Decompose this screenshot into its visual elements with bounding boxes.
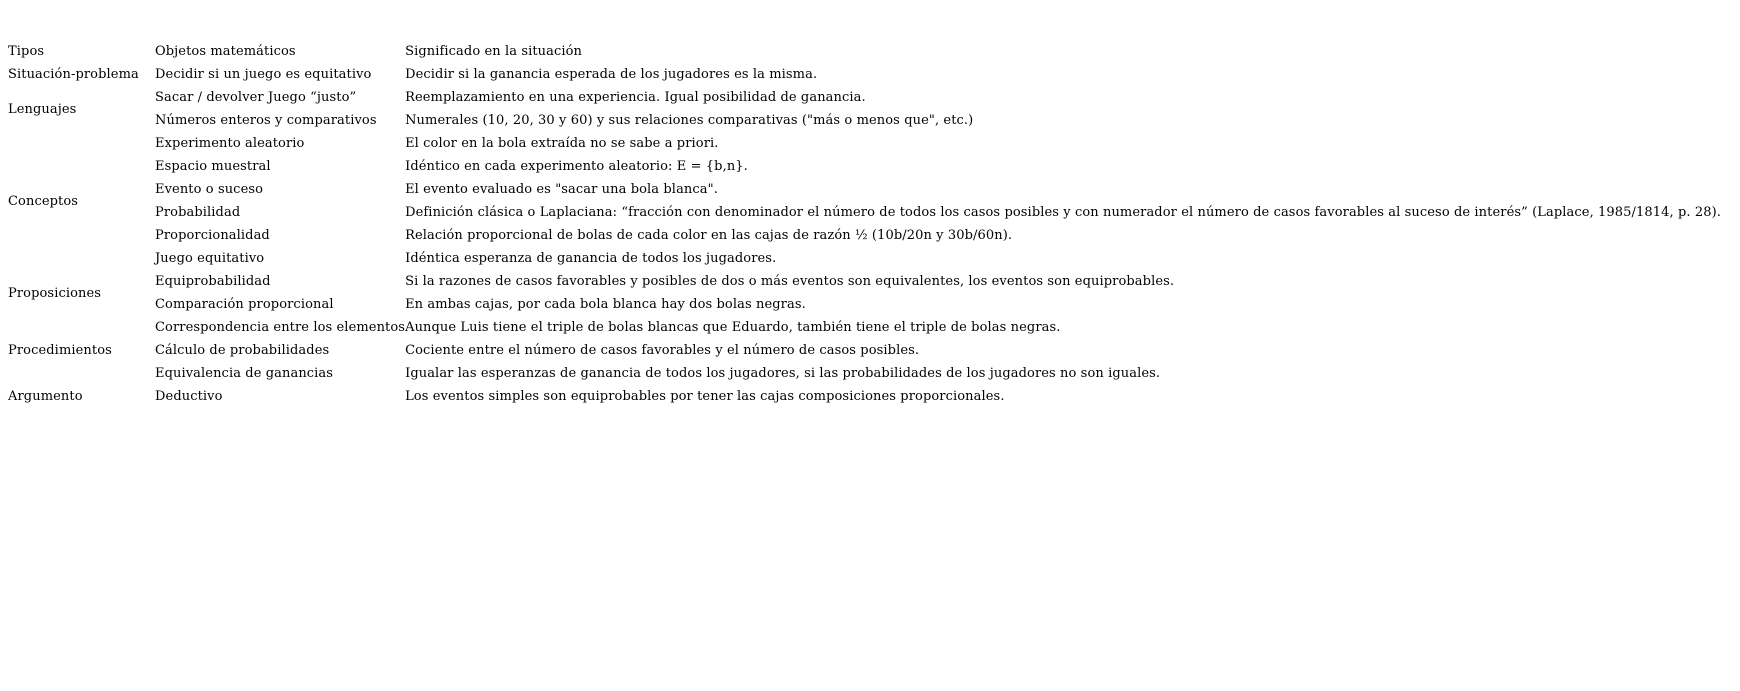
significado-cell: Igualar las esperanzas de ganancia de todos los jugadores, si las probabilidades de los jugadores no son iguales. (405, 366, 1161, 381)
significado-cell: Decidir si la ganancia esperada de los jugadores es la misma. (405, 67, 818, 82)
table-row (8, 63, 1721, 86)
objeto-matematico-cell: Experimento aleatorio (155, 136, 305, 151)
objeto-matematico-cell: Proporcionalidad (155, 228, 270, 243)
type-cell: Procedimientos (8, 343, 112, 358)
table-row (8, 247, 1721, 270)
table-row (8, 178, 1721, 201)
significado-cell: Idéntica esperanza de ganancia de todos los jugadores. (405, 251, 777, 266)
type-cell: Argumento (8, 389, 83, 404)
table-row (8, 293, 1721, 316)
objeto-matematico-cell: Números enteros y comparativos (155, 113, 377, 128)
objeto-matematico-cell: Probabilidad (155, 205, 241, 220)
table-row (8, 316, 1721, 339)
type-cell: Conceptos (8, 193, 79, 209)
table-row (8, 224, 1721, 247)
objeto-matematico-cell: Sacar / devolver Juego “justo” (155, 90, 357, 105)
column-header-tipos: Tipos (8, 44, 45, 59)
table-row (8, 86, 1721, 109)
objeto-matematico-cell: Equivalencia de ganancias (155, 366, 334, 381)
objeto-matematico-cell: Espacio muestral (155, 159, 271, 174)
significado-cell: Relación proporcional de bolas de cada color en las cajas de razón ½ (10b/20n y 30b/60n). (405, 228, 1013, 243)
table-row (8, 270, 1721, 293)
significado-cell: Aunque Luis tiene el triple de bolas blancas que Eduardo, también tiene el triple de bolas negras. (405, 320, 1061, 335)
type-cell: Situación-problema (8, 67, 139, 82)
significado-cell: El color en la bola extraída no se sabe a priori. (405, 136, 719, 151)
objeto-matematico-cell: Cálculo de probabilidades (155, 343, 330, 358)
table-row (8, 339, 1721, 362)
significado-cell: En ambas cajas, por cada bola blanca hay dos bolas negras. (405, 297, 806, 312)
significado-cell: Si la razones de casos favorables y posibles de dos o más eventos son equivalentes, los eventos son equiprobables. (405, 274, 1175, 289)
table-row (8, 109, 1721, 132)
table-header (8, 40, 1721, 63)
column-header-significado: Significado en la situación (405, 44, 583, 59)
objeto-matematico-cell: Deductivo (155, 389, 223, 404)
objeto-matematico-cell: Correspondencia entre los elementos (155, 320, 406, 335)
table-body (8, 63, 1721, 408)
objeto-matematico-cell: Evento o suceso (155, 182, 264, 197)
significado-cell: Numerales (10, 20, 30 y 60) y sus relaciones comparativas ("más o menos que", etc.) (405, 113, 974, 128)
significado-cell: El evento evaluado es "sacar una bola blanca". (405, 182, 718, 197)
table-row (8, 132, 1721, 155)
table-row (8, 155, 1721, 178)
significado-cell: Idéntico en cada experimento aleatorio: E = {b,n}. (405, 159, 748, 174)
objeto-matematico-cell: Juego equitativo (155, 251, 265, 266)
objeto-matematico-cell: Comparación proporcional (155, 297, 334, 312)
significado-cell: Definición clásica o Laplaciana: “fracción con denominador el número de todos los casos posibles y con numerador el número de casos favorables al suceso de interés” (Laplace, 1985/1814, p. 28). (405, 205, 1721, 220)
significado-cell: Los eventos simples son equiprobables por tener las cajas composiciones proporcionales. (405, 389, 1005, 404)
objeto-matematico-cell: Decidir si un juego es equitativo (155, 67, 372, 82)
type-cell: Proposiciones (8, 285, 102, 301)
analysis-table (8, 40, 1721, 408)
objeto-matematico-cell: Equiprobabilidad (155, 274, 271, 289)
header-row (8, 40, 1721, 63)
significado-cell: Reemplazamiento en una experiencia. Igual posibilidad de ganancia. (405, 90, 866, 105)
significado-cell: Cociente entre el número de casos favorables y el número de casos posibles. (405, 343, 920, 358)
column-header-objetos-matematicos: Objetos matemáticos (155, 44, 296, 59)
table-row (8, 201, 1721, 224)
table-row (8, 362, 1721, 385)
type-cell: Lenguajes (8, 101, 77, 117)
table-row (8, 385, 1721, 408)
